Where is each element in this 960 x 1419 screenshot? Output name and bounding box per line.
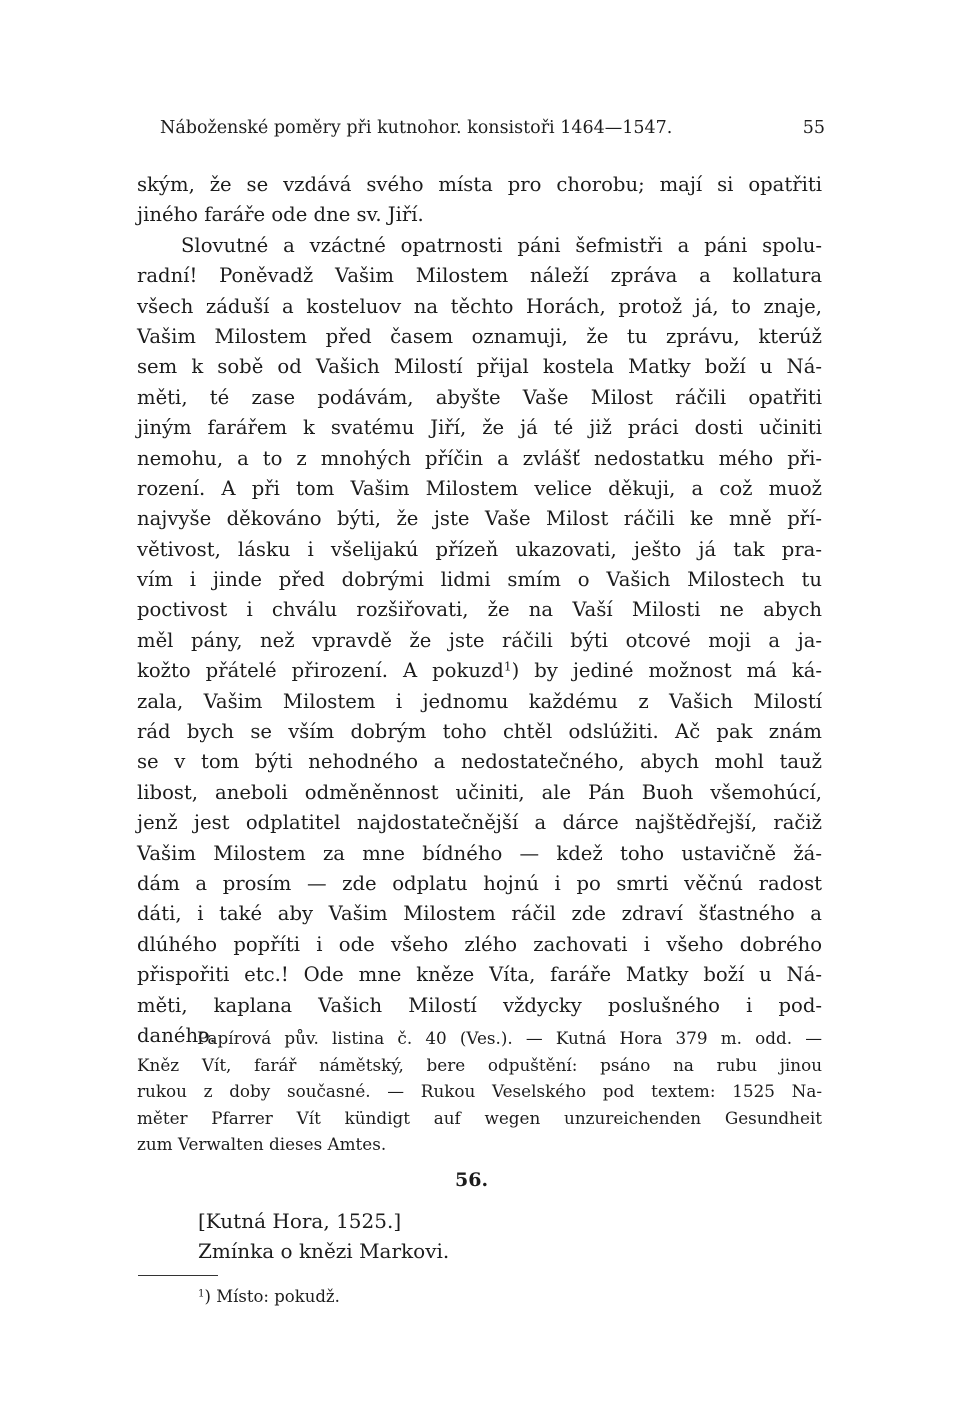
body-line: zala, Vašim Milostem i jednomu každému z Vašich Milostí: [137, 689, 822, 713]
body-line: měti, té zase podávám, abyšte Vaše Milost ráčili opatřiti: [137, 385, 822, 409]
footnote-marker: 1: [198, 1288, 205, 1300]
body-line: jenž jest odplatitel najdostatečnější a dárce najštědřejší, račiž: [137, 811, 822, 835]
body-line: dám a prosím — zde odplatu hojnú i po smrti věčnú radost: [137, 871, 822, 895]
source-note: [137, 1025, 822, 1158]
body-line: poctivost i chválu rozšiřovati, že na Vaší Milosti ne abych: [137, 598, 822, 622]
body-line-part: ) by jediné možnost má ká-: [511, 659, 823, 683]
body-line: najvyše děkováno býti, že jste Vaše Milost ráčili ke mně pří-: [137, 507, 822, 531]
source-note-line: Kněz Vít, farář námětský, bere odpuštění: psáno na rubu jinou: [137, 1054, 822, 1075]
running-head-title: Náboženské poměry při kutnohor. konsistoři 1464—1547.: [160, 118, 673, 138]
source-note-line: zum Verwalten dieses Amtes.: [137, 1134, 387, 1155]
body-line: sem k sobě od Vašich Milostí přijal kostela Matky boží u Ná-: [137, 355, 822, 379]
page-number: 55: [802, 118, 825, 138]
regest: [198, 1206, 449, 1266]
body-line: všech záduší a kosteluov na těchto Horách, protož já, to znaje,: [137, 294, 822, 318]
body-line: Vašim Milostem před časem oznamuji, že tu zprávu, kterúž: [137, 324, 822, 348]
body-line: rození. A při tom Vašim Milostem velice děkuji, a což muož: [137, 476, 822, 500]
body-line: měti, kaplana Vašich Milostí vždycky poslušného i pod-: [137, 993, 822, 1017]
source-note-line: rukou z doby současné. — Rukou Veselského pod textem: 1525 Na-: [137, 1081, 822, 1102]
body-line: daného.: [137, 1023, 216, 1047]
footnote-text: ) Místo: pokudž.: [204, 1287, 340, 1306]
body-line-part: kožto přátelé přirození. A pokuzd: [137, 659, 504, 683]
body-line: Slovutné a vzáctné opatrnosti páni šefmistři a páni spolu-: [181, 233, 822, 257]
body-line: vím i jinde před dobrými lidmi smím o Vašich Milostech tu: [137, 568, 822, 592]
body-line: dlúhého popříti i ode všeho zlého zachovati i všeho dobrého: [137, 932, 822, 956]
body-line: se v tom býti nehodného a nedostatečného, abych mohl tauž: [137, 750, 822, 774]
body-line: větivost, lásku i všelijakú přízeň ukazovati, ješto já tak pra-: [137, 537, 822, 561]
body-line: libost, aneboli odměněnnost učiniti, ale Pán Buoh všemohúcí,: [137, 780, 822, 804]
regest-place-date: [Kutná Hora, 1525.]: [198, 1209, 402, 1233]
body-line: rád bych se vším dobrým toho chtěl odslúžiti. Ač pak znám: [137, 720, 822, 744]
source-note-line: měter Pfarrer Vít kündigt auf wegen unzureichenden Gesundheit: [137, 1107, 822, 1128]
body-line: Vašim Milostem za mne bídného — kdež toho ustavičně žá-: [137, 841, 822, 865]
body-line: nemohu, a to z mnohých příčin a zvlášť nedostatku mého při-: [137, 446, 822, 470]
body-line: ským, že se vzdává svého místa pro chorobu; mají si opatřiti: [137, 173, 822, 196]
body-line: jiného faráře ode dne sv. Jiří.: [137, 203, 424, 227]
body-line: radní! Poněvadž Vašim Milostem náleží zpráva a kollatura: [137, 264, 822, 288]
body-line: jiným farářem k svatému Jiří, že já té již práci dosti učiniti: [137, 416, 822, 440]
body-line: měl pány, než vpravdě že jste ráčili býti otcové moji a ja-: [137, 628, 822, 652]
regest-summary: Zmínka o knězi Markovi.: [198, 1239, 450, 1263]
footnote: [198, 1285, 340, 1309]
footnote-reference: 1: [503, 659, 512, 674]
letter-body: [137, 170, 822, 1051]
footnote-divider: [138, 1275, 218, 1276]
body-line-with-footnote: [137, 656, 822, 686]
body-line: přispořiti etc.! Ode mne kněze Víta, faráře Matky boží u Ná-: [137, 963, 822, 987]
body-line: dáti, i také aby Vašim Milostem ráčil zde zdraví šťastného a: [137, 902, 822, 926]
document-number: 56.: [455, 1169, 489, 1191]
source-note-line: Papírová pův. listina č. 40 (Ves.). — Kutná Hora 379 m. odd. —: [197, 1028, 822, 1048]
